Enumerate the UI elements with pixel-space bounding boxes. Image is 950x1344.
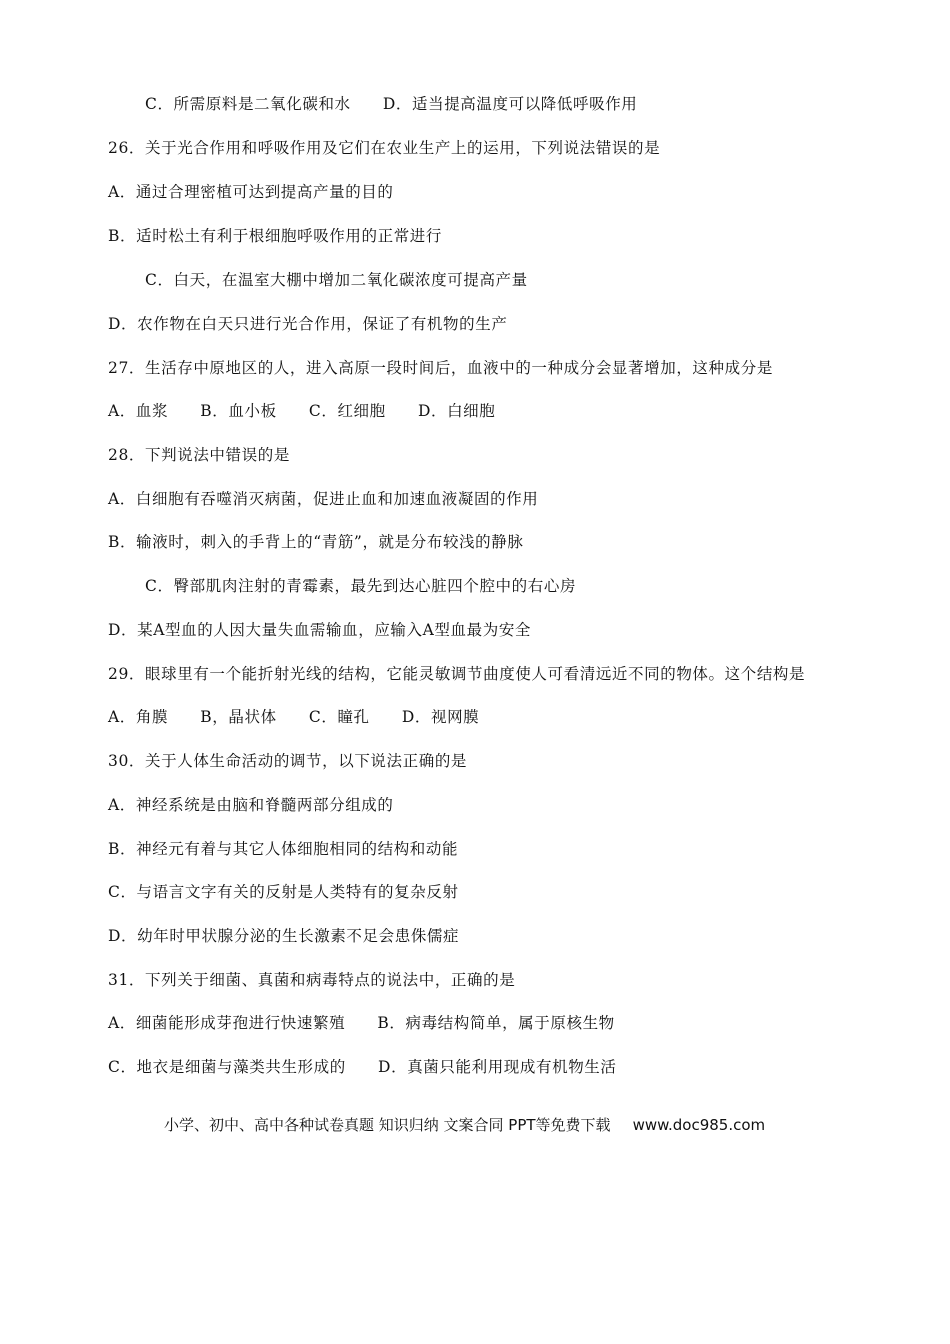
q30-option-b: B．神经元有着与其它人体细胞相同的结构和动能 bbox=[108, 840, 459, 858]
q29-stem: 29．眼球里有一个能折射光线的结构，它能灵敏调节曲度使人可看清远近不同的物体。这个结构是 bbox=[108, 665, 806, 683]
q28-option-c: C．臀部肌肉注射的青霉素，最先到达心脏四个腔中的右心房 bbox=[145, 577, 577, 595]
q28-option-b: B．输液时，刺入的手背上的“青筋”，就是分布较浅的静脉 bbox=[108, 533, 524, 551]
q28-option-d: D．某A型血的人因大量失血需输血，应输入A型血最为安全 bbox=[108, 621, 532, 639]
q28-option-a: A．白细胞有吞噬消灭病菌，促进止血和加速血液凝固的作用 bbox=[108, 490, 539, 508]
q29-options: A．角膜 B，晶状体 C．瞳孔 D．视网膜 bbox=[108, 708, 480, 726]
q27-stem: 27．生活存中原地区的人，进入高原一段时间后，血液中的一种成分会显著增加，这种成分是 bbox=[108, 359, 773, 377]
footer-url-link[interactable]: www.doc985.com bbox=[632, 1116, 766, 1134]
q28-stem: 28．下判说法中错误的是 bbox=[108, 446, 290, 464]
q26-option-c: C．白天，在温室大棚中增加二氧化碳浓度可提高产量 bbox=[145, 271, 528, 289]
q30-option-a: A．神经系统是由脑和脊髓两部分组成的 bbox=[108, 796, 394, 814]
q30-stem: 30．关于人体生命活动的调节，以下说法正确的是 bbox=[108, 752, 468, 770]
q30-option-c: C．与语言文字有关的反射是人类特有的复杂反射 bbox=[108, 883, 459, 901]
footer-text: 小学、初中、高中各种试卷真题 知识归纳 文案合同 PPT等免费下载 bbox=[164, 1116, 611, 1134]
q30-option-d: D．幼年时甲状腺分泌的生长激素不足会患侏儒症 bbox=[108, 927, 460, 945]
q31-stem: 31．下列关于细菌、真菌和病毒特点的说法中，正确的是 bbox=[108, 971, 516, 989]
page-footer bbox=[164, 1114, 765, 1136]
q26-option-b: B．适时松土有利于根细胞呼吸作用的正常进行 bbox=[108, 227, 442, 245]
q31-options-cd: C．地衣是细菌与藻类共生形成的 D．真菌只能利用现成有机物生活 bbox=[108, 1058, 617, 1076]
q31-options-ab: A．细菌能形成芽孢进行快速繁殖 B．病毒结构简单，属于原核生物 bbox=[108, 1014, 615, 1032]
q26-stem: 26．关于光合作用和呼吸作用及它们在农业生产上的运用，下列说法错误的是 bbox=[108, 139, 661, 157]
q26-option-a: A．通过合理密植可达到提高产量的目的 bbox=[108, 183, 394, 201]
q27-options: A．血浆 B．血小板 C．红细胞 D．白细胞 bbox=[108, 402, 496, 420]
q25-options-cd: C．所需原料是二氧化碳和水 D．适当提高温度可以降低呼吸作用 bbox=[145, 95, 638, 113]
q26-option-d: D．农作物在白天只进行光合作用，保证了有机物的生产 bbox=[108, 315, 508, 333]
